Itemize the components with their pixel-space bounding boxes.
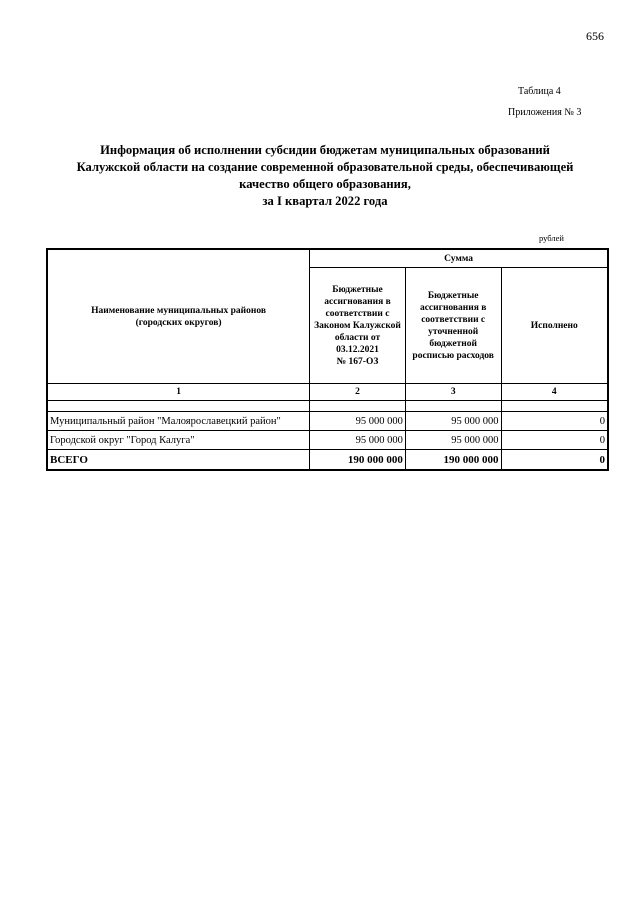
spacer-cell bbox=[47, 401, 310, 412]
header-law-line: № 167-ОЗ bbox=[336, 356, 379, 367]
total-row bbox=[47, 450, 608, 471]
header-law-allocations bbox=[310, 268, 406, 384]
header-budget-line: соответствии с bbox=[421, 314, 486, 325]
title-line-1: Информация об исполнении субсидии бюджетам муниципальных образований bbox=[100, 143, 550, 157]
page-number: 656 bbox=[586, 29, 604, 43]
district-name: Городской округ "Город Калуга" bbox=[47, 431, 310, 450]
spacer-cell bbox=[501, 401, 608, 412]
spacer-cell bbox=[310, 401, 406, 412]
district-name: Муниципальный район "Малоярославецкий район" bbox=[47, 412, 310, 431]
index-cell: 1 bbox=[47, 384, 310, 401]
title-line-2: Калужской области на создание современной образовательной среды, обеспечивающей bbox=[76, 160, 574, 174]
budget-amount: 95 000 000 bbox=[405, 431, 501, 450]
spacer-cell bbox=[405, 401, 501, 412]
total-executed-amount: 0 bbox=[501, 450, 608, 471]
executed-amount: 0 bbox=[501, 431, 608, 450]
spacer-row bbox=[47, 401, 608, 412]
header-sum: Сумма bbox=[310, 249, 608, 268]
total-law-amount: 190 000 000 bbox=[310, 450, 406, 471]
table-row bbox=[47, 412, 608, 431]
header-law-line: Бюджетные bbox=[332, 284, 383, 295]
document-title bbox=[40, 142, 610, 210]
index-cell: 3 bbox=[405, 384, 501, 401]
header-law-line: области от bbox=[334, 332, 381, 343]
units-label: рублей bbox=[539, 233, 564, 243]
header-budget-line: росписью расходов bbox=[412, 350, 494, 361]
table-reference: Таблица 4 bbox=[518, 86, 561, 97]
index-cell: 2 bbox=[310, 384, 406, 401]
subsidy-table bbox=[46, 248, 609, 471]
total-budget-amount: 190 000 000 bbox=[405, 450, 501, 471]
total-label: ВСЕГО bbox=[47, 450, 310, 471]
header-budget-line: бюджетной bbox=[429, 338, 477, 349]
header-law-line: соответствии с bbox=[325, 308, 390, 319]
law-amount: 95 000 000 bbox=[310, 431, 406, 450]
header-law-line: Законом Калужской bbox=[314, 320, 401, 331]
header-budget-allocations bbox=[405, 268, 501, 384]
appendix-reference: Приложения № 3 bbox=[508, 107, 582, 118]
title-line-4: за I квартал 2022 года bbox=[262, 194, 388, 208]
executed-amount: 0 bbox=[501, 412, 608, 431]
budget-amount: 95 000 000 bbox=[405, 412, 501, 431]
header-district-name bbox=[47, 249, 310, 384]
header-budget-line: ассигнования в bbox=[419, 302, 487, 313]
title-line-3: качество общего образования, bbox=[239, 177, 411, 191]
header-budget-line: Бюджетные bbox=[427, 290, 479, 301]
law-amount: 95 000 000 bbox=[310, 412, 406, 431]
table-row bbox=[47, 431, 608, 450]
header-executed: Исполнено bbox=[501, 268, 608, 384]
header-budget-line: уточненной bbox=[428, 326, 479, 337]
index-cell: 4 bbox=[501, 384, 608, 401]
header-law-line: 03.12.2021 bbox=[336, 344, 379, 355]
header-district-name-line-1: Наименование муниципальных районов bbox=[91, 305, 267, 316]
header-law-line: ассигнования в bbox=[324, 296, 391, 307]
header-district-name-line-2: (городских округов) bbox=[135, 317, 222, 328]
